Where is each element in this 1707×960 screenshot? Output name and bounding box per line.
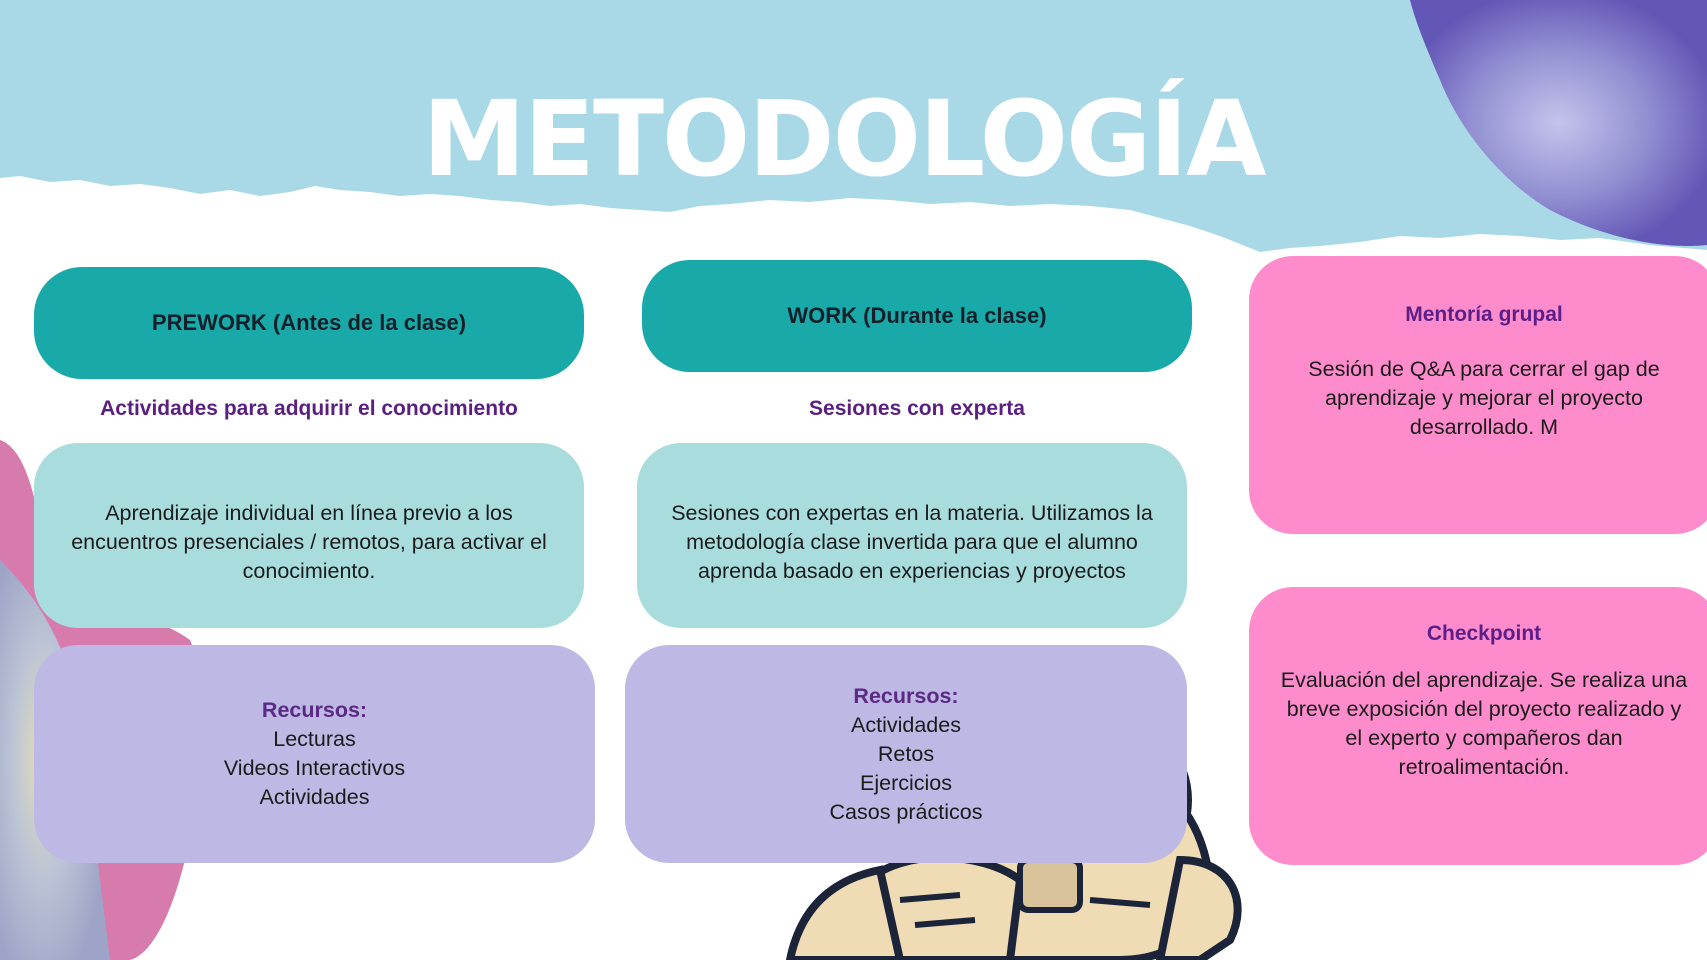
work-resources-card [625,645,1187,863]
resources-title: Recursos: [853,683,959,708]
resource-item: Ejercicios [860,770,952,795]
mentoria-title: Mentoría grupal [1405,303,1563,326]
work-header: WORK (Durante la clase) [642,260,1192,372]
resource-item: Retos [877,741,935,766]
page-title: METODOLOGÍA [422,78,1265,200]
prework-resources-card [34,645,595,863]
resource-item: Casos prácticos [829,799,983,824]
resources-title: Recursos: [261,698,368,722]
prework-header: PREWORK (Antes de la clase) [34,267,584,379]
description-line: conocimiento. [242,559,376,583]
description-line: Sesiones con expertas en la materia. Utilizamos la [671,501,1153,525]
description-line: metodología clase invertida para que el alumno [686,530,1138,554]
checkpoint-title: Checkpoint [1426,622,1542,645]
work-subtitle: Sesiones con experta [809,397,1025,420]
resource-item: Actividades [259,785,370,809]
checkpoint-line: retroalimentación. [1398,755,1570,779]
resource-item: Lecturas [273,727,356,751]
description-line: aprenda basado en experiencias y proyectos [698,559,1126,583]
work-description-card [637,443,1187,628]
description-line: Aprendizaje individual en línea previo a los [105,501,513,525]
description-line: encuentros presenciales / remotos, para activar el [71,530,547,554]
resource-item: Actividades [851,712,961,737]
mentoria-line: aprendizaje y mejorar el proyecto [1325,386,1643,410]
resource-item: Videos Interactivos [223,756,406,780]
prework-description-card [34,443,584,628]
checkpoint-line: Evaluación del aprendizaje. Se realiza una [1280,668,1688,692]
mentoria-line: Sesión de Q&A para cerrar el gap de [1308,357,1660,381]
mentoria-card [1249,256,1707,534]
prework-subtitle: Actividades para adquirir el conocimiento [100,397,518,420]
checkpoint-line: el experto y compañeros dan [1345,726,1623,750]
mentoria-line: desarrollado. M [1409,415,1559,439]
checkpoint-line: breve exposición del proyecto realizado y [1286,697,1682,721]
checkpoint-card [1249,587,1707,865]
